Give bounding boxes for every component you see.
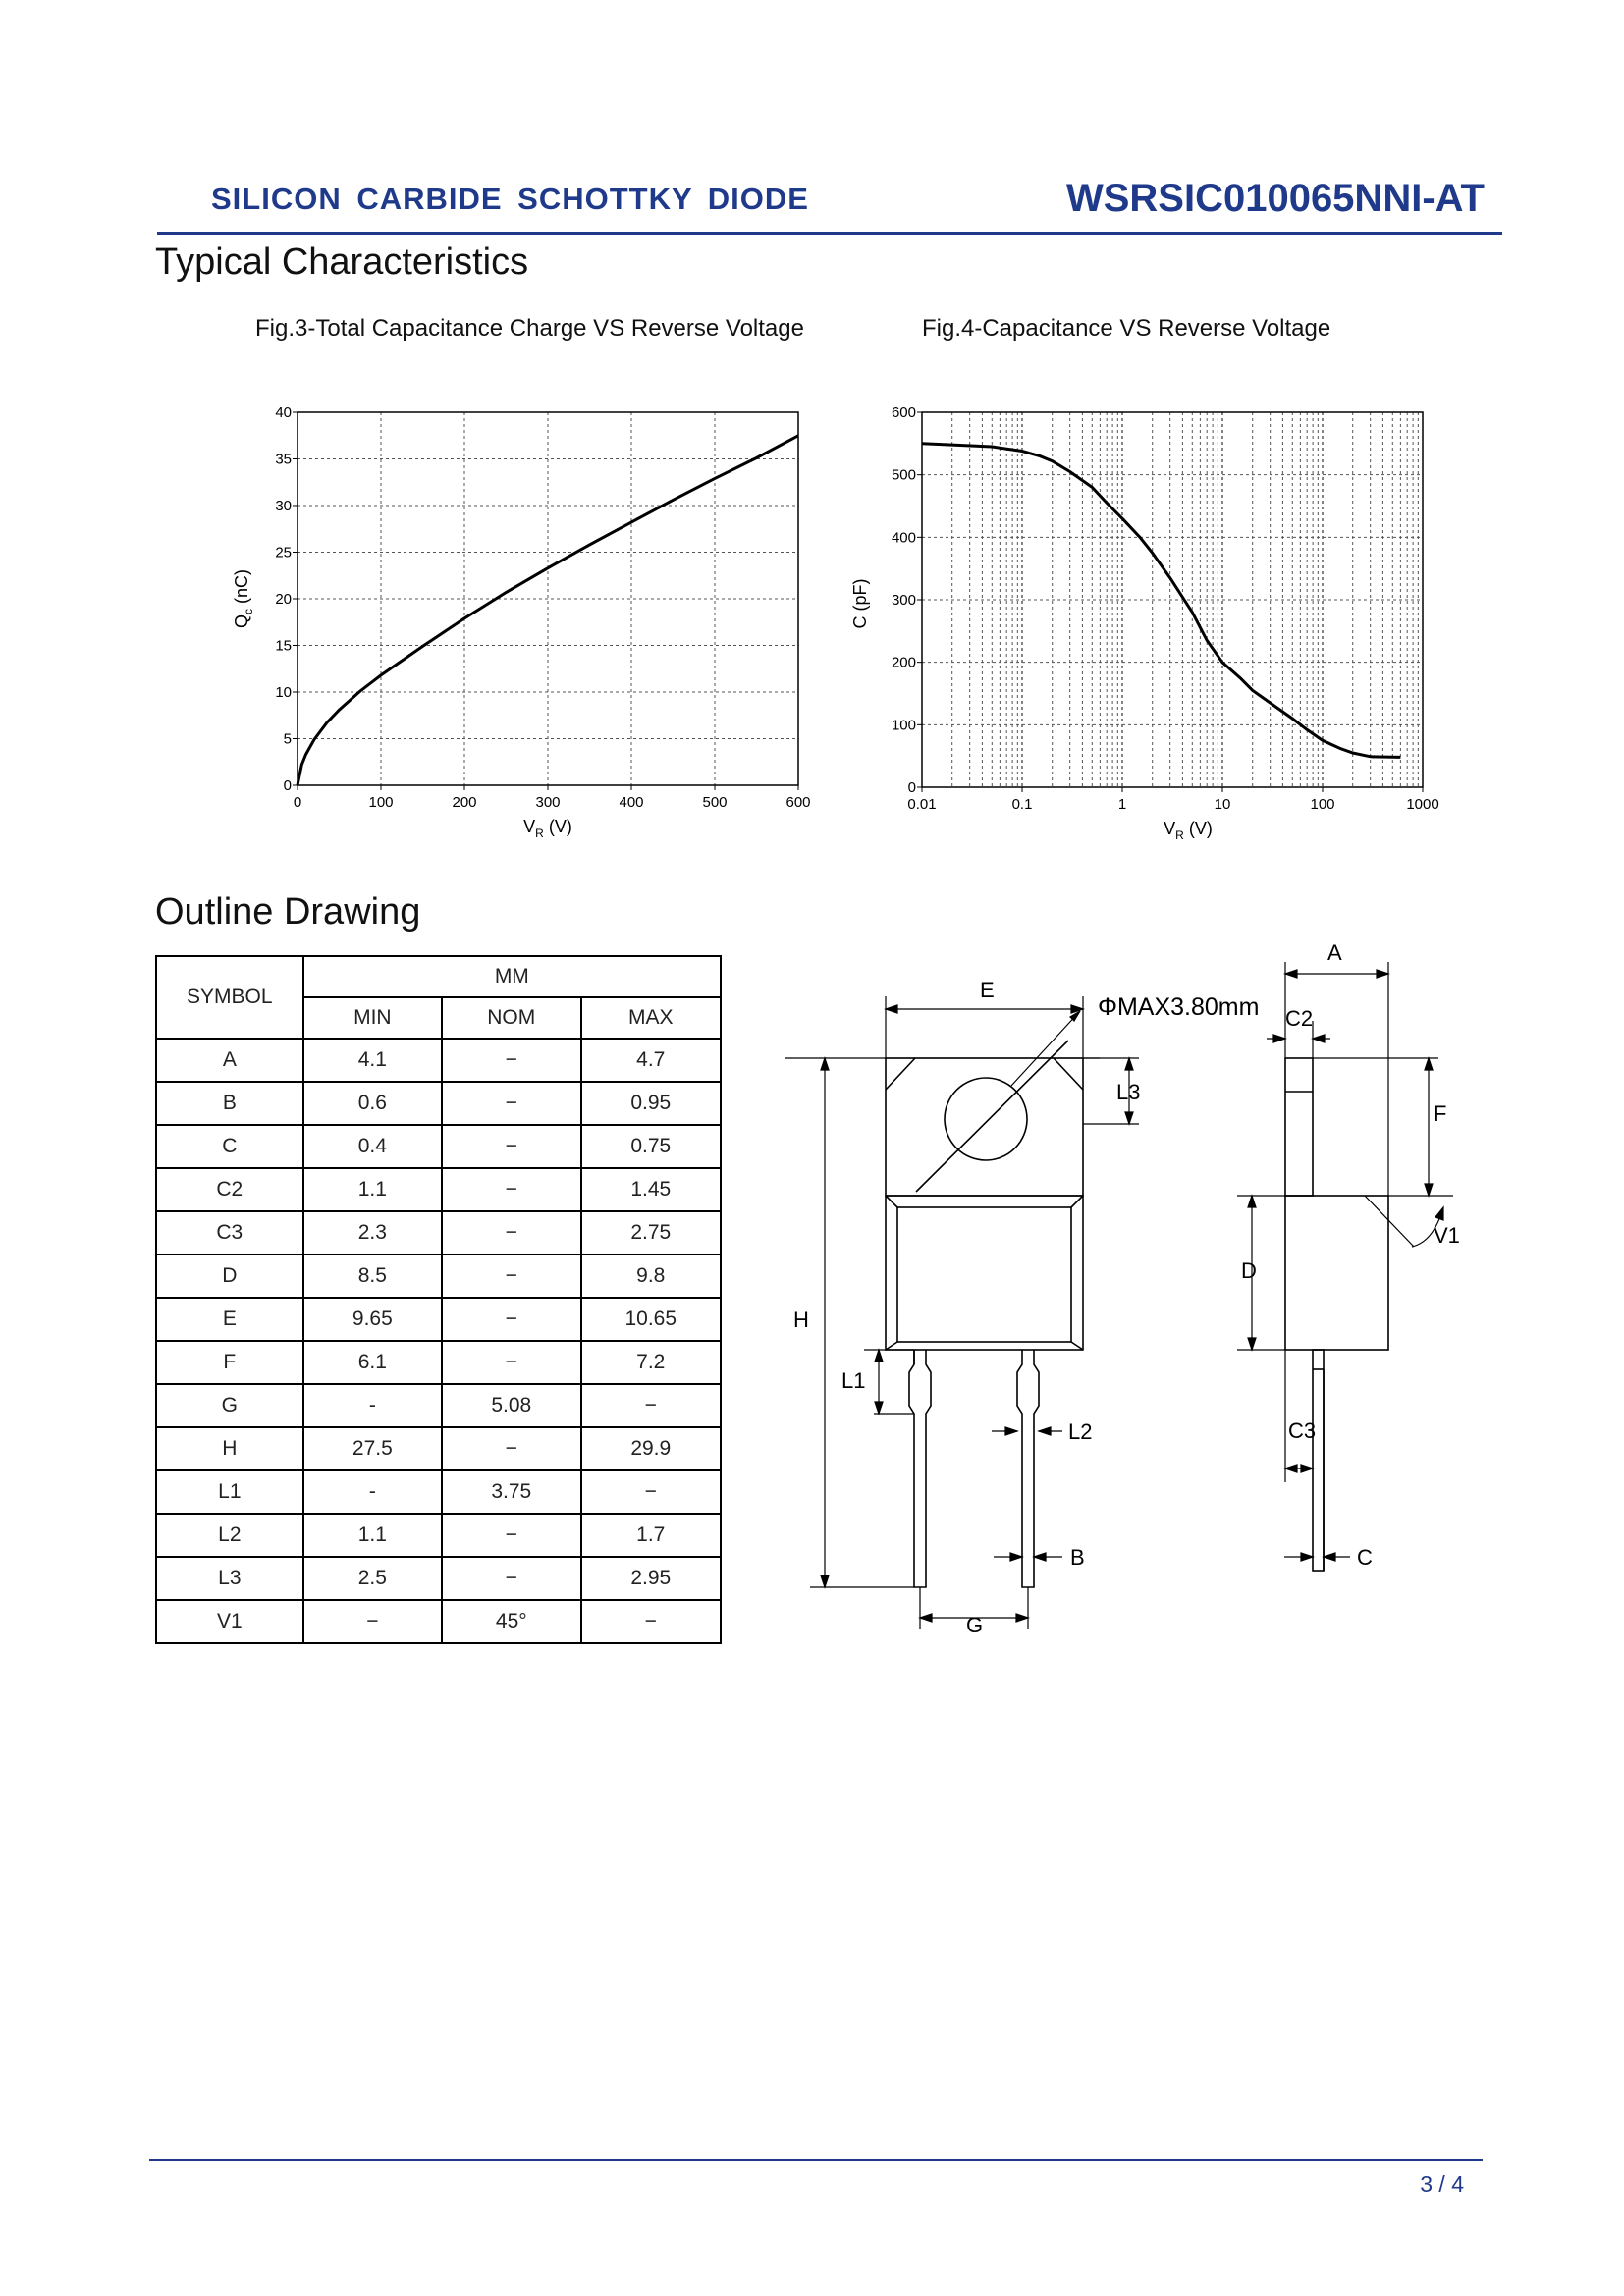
cell-min: 2.3 [303, 1211, 442, 1255]
cell-symbol: D [156, 1255, 303, 1298]
side-body [1285, 1196, 1388, 1350]
cell-nom: 3.75 [442, 1470, 580, 1514]
label-g: G [966, 1613, 984, 1637]
table-row [156, 1168, 721, 1211]
fig4-ytick-label: 100 [891, 717, 916, 734]
fig4-xtick-label: 100 [1310, 796, 1335, 813]
cell-min: 0.6 [303, 1082, 442, 1125]
fig3-chart [226, 393, 825, 854]
fig3-ytick-label: 5 [283, 730, 292, 748]
cell-nom: − [442, 1211, 580, 1255]
cell-min: 4.1 [303, 1039, 442, 1082]
fig4-ytick-label: 0 [907, 779, 916, 796]
cell-nom: 45° [442, 1600, 580, 1643]
cell-symbol: L1 [156, 1470, 303, 1514]
right-lead [1017, 1350, 1039, 1587]
label-phi: ΦMAX3.80mm [1098, 993, 1260, 1021]
cell-symbol: L3 [156, 1557, 303, 1600]
table-row [156, 1557, 721, 1600]
outline-drawing [785, 933, 1492, 1659]
min-header: MIN [303, 997, 442, 1039]
section-typical-characteristics: Typical Characteristics [155, 241, 529, 283]
dimension-table [155, 955, 722, 1644]
unit-header: MM [303, 956, 721, 997]
table-row [156, 1298, 721, 1341]
cell-min: - [303, 1384, 442, 1427]
fig3-ytick-label: 20 [275, 591, 292, 608]
cell-symbol: E [156, 1298, 303, 1341]
cell-min: 9.65 [303, 1298, 442, 1341]
fig4-xlabel: $V_R$ (V) [1164, 819, 1213, 842]
side-lead [1313, 1350, 1324, 1571]
cell-min: 1.1 [303, 1168, 442, 1211]
fig4-title: Fig.4-Capacitance VS Reverse Voltage [922, 315, 1331, 342]
fig3-ytick-label: 0 [283, 777, 292, 794]
cell-symbol: A [156, 1039, 303, 1082]
cell-max: 4.7 [581, 1039, 722, 1082]
cell-max: 0.75 [581, 1125, 722, 1168]
cell-symbol: L2 [156, 1514, 303, 1557]
cell-min: 8.5 [303, 1255, 442, 1298]
label-e: E [980, 978, 995, 1002]
table-row [156, 1255, 721, 1298]
cell-nom: − [442, 1082, 580, 1125]
fig3-xtick-label: 400 [619, 794, 644, 811]
fig3-ytick-label: 40 [275, 404, 292, 421]
label-f: F [1434, 1101, 1447, 1126]
fig4-ylabel: C (pF) [850, 578, 870, 629]
fig3-xtick-label: 500 [702, 794, 728, 811]
cell-max: 1.45 [581, 1168, 722, 1211]
cell-nom: 5.08 [442, 1384, 580, 1427]
table-row [156, 1211, 721, 1255]
cell-max: − [581, 1470, 722, 1514]
front-view [886, 1041, 1083, 1587]
cell-symbol: F [156, 1341, 303, 1384]
label-c2: C2 [1285, 1006, 1314, 1031]
cell-nom: − [442, 1427, 580, 1470]
footer-divider [149, 2159, 1483, 2161]
max-header: MAX [581, 997, 722, 1039]
fig3-xlabel: $V_R$ (V) [523, 817, 572, 840]
fig3-ytick-label: 25 [275, 544, 292, 561]
cell-symbol: B [156, 1082, 303, 1125]
label-c: C [1357, 1545, 1373, 1570]
table-row [156, 1514, 721, 1557]
fig3-xtick-label: 0 [293, 794, 302, 811]
fig3-xtick-label: 100 [368, 794, 394, 811]
fig3-xtick-label: 200 [452, 794, 477, 811]
mounting-tab [886, 1058, 1083, 1196]
cell-symbol: H [156, 1427, 303, 1470]
cell-min: - [303, 1470, 442, 1514]
part-number: WSRSIC010065NNI-AT [1065, 177, 1485, 220]
cell-max: − [581, 1384, 722, 1427]
cell-nom: − [442, 1557, 580, 1600]
table-row [156, 1600, 721, 1643]
cell-max: 0.95 [581, 1082, 722, 1125]
cell-nom: − [442, 1168, 580, 1211]
fig4-series-line [922, 444, 1400, 758]
cell-symbol: C [156, 1125, 303, 1168]
cell-symbol: G [156, 1384, 303, 1427]
nom-header: NOM [442, 997, 580, 1039]
cell-symbol: C2 [156, 1168, 303, 1211]
table-row [156, 1470, 721, 1514]
mounting-hole [945, 1078, 1027, 1160]
cell-max: 10.65 [581, 1298, 722, 1341]
cell-min: 0.4 [303, 1125, 442, 1168]
cell-min: − [303, 1600, 442, 1643]
cell-max: 2.75 [581, 1211, 722, 1255]
symbol-header: SYMBOL [156, 956, 303, 1039]
fig3-xtick-label: 300 [535, 794, 561, 811]
table-row [156, 1125, 721, 1168]
fig4-ytick-label: 300 [891, 592, 916, 609]
fig4-ytick-label: 200 [891, 654, 916, 671]
fig4-chart [844, 393, 1473, 854]
table-row [156, 1384, 721, 1427]
label-l3: L3 [1116, 1080, 1141, 1104]
cell-nom: − [442, 1341, 580, 1384]
fig4-xtick-label: 10 [1214, 796, 1231, 813]
fig4-ytick-label: 600 [891, 404, 916, 421]
fig3-title: Fig.3-Total Capacitance Charge VS Reverse Voltage [255, 315, 804, 342]
table-row [156, 1039, 721, 1082]
table-row [156, 1082, 721, 1125]
fig4-xtick-label: 1000 [1406, 796, 1439, 813]
fig4-ytick-label: 400 [891, 529, 916, 547]
fig3-ylabel: $Q_c$ (nC) [232, 568, 255, 629]
fig3-ytick-label: 10 [275, 684, 292, 701]
cell-max: 9.8 [581, 1255, 722, 1298]
section-outline-drawing: Outline Drawing [155, 891, 421, 933]
package-body [886, 1196, 1083, 1350]
label-h: H [793, 1308, 809, 1332]
fig3-ytick-label: 30 [275, 498, 292, 514]
side-view [1285, 1058, 1388, 1571]
cell-max: 7.2 [581, 1341, 722, 1384]
label-l2: L2 [1068, 1419, 1093, 1444]
document-title: SILICON CARBIDE SCHOTTKY DIODE [211, 182, 809, 216]
label-v1: V1 [1434, 1223, 1460, 1248]
cell-max: − [581, 1600, 722, 1643]
label-d: D [1241, 1258, 1257, 1283]
cell-nom: − [442, 1298, 580, 1341]
cell-symbol: C3 [156, 1211, 303, 1255]
fig4-xtick-label: 0.01 [907, 796, 937, 813]
fig4-xtick-label: 0.1 [1011, 796, 1033, 813]
cell-nom: − [442, 1514, 580, 1557]
cell-min: 27.5 [303, 1427, 442, 1470]
page-number: 3 / 4 [1420, 2171, 1464, 2197]
cell-nom: − [442, 1039, 580, 1082]
fig3-ytick-label: 15 [275, 637, 292, 655]
cell-min: 1.1 [303, 1514, 442, 1557]
left-lead [909, 1350, 931, 1587]
cell-min: 6.1 [303, 1341, 442, 1384]
header-divider [157, 232, 1502, 235]
label-c3: C3 [1288, 1418, 1317, 1443]
label-a: A [1327, 940, 1342, 965]
cell-max: 2.95 [581, 1557, 722, 1600]
fig3-ytick-label: 35 [275, 451, 292, 468]
table-row [156, 1341, 721, 1384]
cell-max: 29.9 [581, 1427, 722, 1470]
label-b: B [1070, 1545, 1085, 1570]
table-row [156, 1427, 721, 1470]
cell-symbol: V1 [156, 1600, 303, 1643]
cell-nom: − [442, 1255, 580, 1298]
label-l1: L1 [841, 1368, 866, 1393]
fig3-xtick-label: 600 [785, 794, 811, 811]
cell-nom: − [442, 1125, 580, 1168]
fig4-ytick-label: 500 [891, 466, 916, 484]
fig4-xtick-label: 1 [1117, 796, 1127, 813]
cell-max: 1.7 [581, 1514, 722, 1557]
cell-min: 2.5 [303, 1557, 442, 1600]
side-tab [1285, 1058, 1313, 1196]
